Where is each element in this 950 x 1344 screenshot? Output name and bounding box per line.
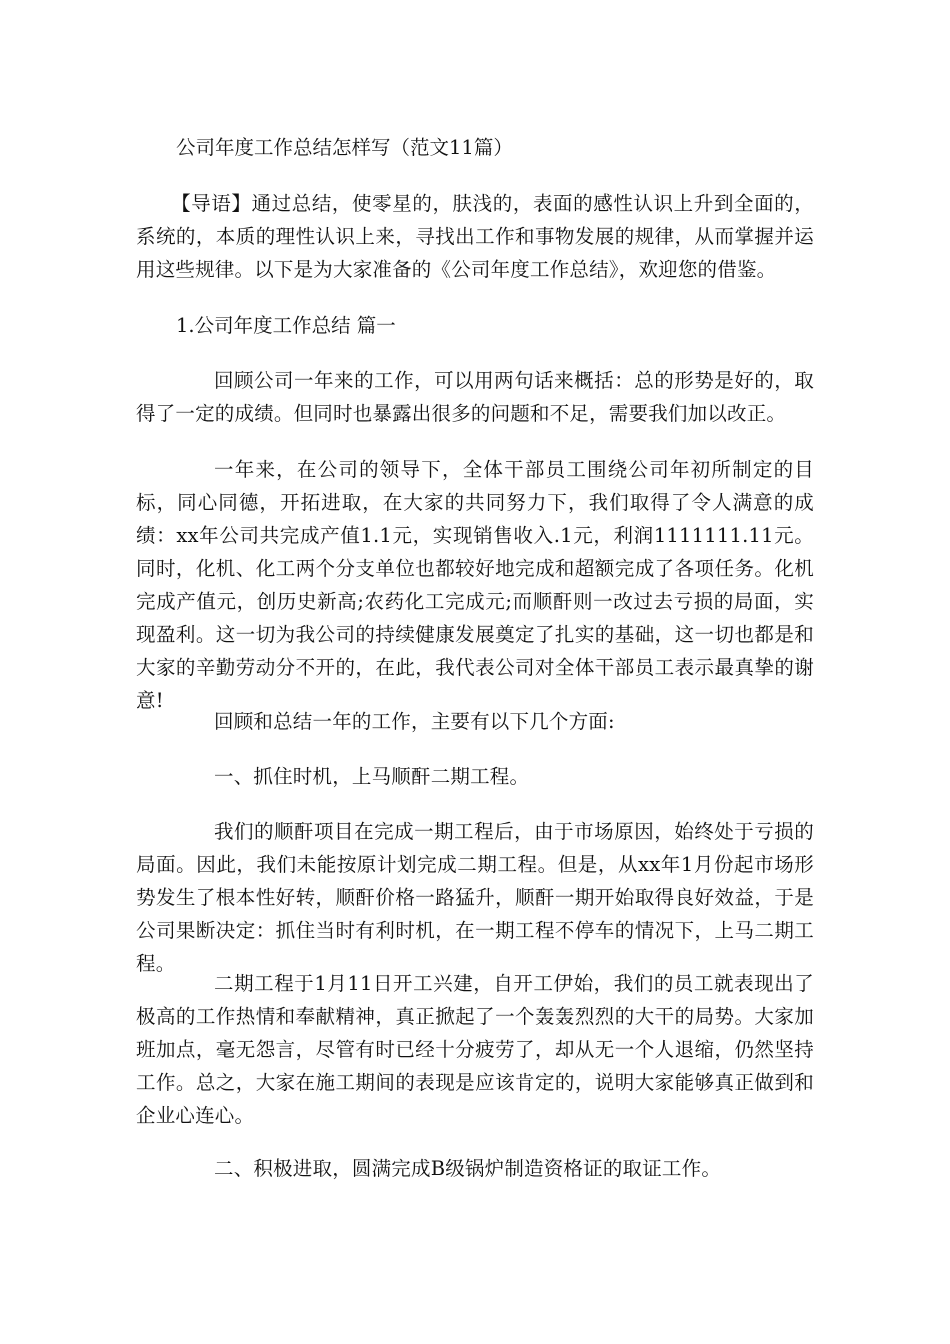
intro-paragraph: [136, 187, 814, 286]
body-paragraph-6: 二期工程于1月11日开工兴建，自开工伊始，我们的员工就表现出了极高的工作热情和奉献精神，真正掀起了一个轰轰烈烈的大干的局势。大家加班加点，毫无怨言，尽管有时已经十分疲劳了，却从无一个人退缩，仍然坚持工作。总之，大家在施工期间的表现是应该肯定的，说明大家能够真正做到和企业心连心。: [136, 972, 814, 1127]
intro-tag: 【导语】: [171, 192, 252, 215]
body-paragraph-1: 回顾公司一年来的工作，可以用两句话来概括：总的形势是好的，取得了一定的成绩。但同时也暴露出很多的问题和不足，需要我们加以改正。: [136, 369, 814, 425]
body-paragraph-2: 一年来，在公司的领导下，全体干部员工围绕公司年初所制定的目标，同心同德，开拓进取，在大家的共同努力下，我们取得了令人满意的成绩：xx年公司共完成产值1.1元，实现销售收入.1元，利润1111111.11元。同时，化机、化工两个分支单位也都较好地完成和超额完成了各项任务。化机完成产值元，创历史新高;农药化工完成元;而顺酐则一改过去亏损的局面，实现盈利。这一切为我公司的持续健康发展奠定了扎实的基础，这一切也都是和大家的辛勤劳动分不开的，在此，我代表公司对全体干部员工表示最真挚的谢意!: [136, 458, 814, 712]
body-paragraph-4: 一、抓住时机，上马顺酐二期工程。: [214, 765, 530, 788]
intro-text: 通过总结，使零星的，肤浅的，表面的感性认识上升到全面的，系统的，本质的理性认识上来，寻找出工作和事物发展的规律，从而掌握并运用这些规律。以下是为大家准备的《公司年度工作总结》，欢迎您的借鉴。: [136, 192, 814, 281]
body-paragraph-7: 二、积极进取，圆满完成B级锅炉制造资格证的取证工作。: [214, 1157, 722, 1180]
section-heading: 1.公司年度工作总结 篇一: [176, 314, 396, 337]
body-paragraph-5: 我们的顺酐项目在完成一期工程后，由于市场原因，始终处于亏损的局面。因此，我们未能按原计划完成二期工程。但是，从xx年1月份起市场形势发生了根本性好转，顺酐价格一路猛升，顺酐一期开始取得良好效益，于是公司果断决定：抓住当时有利时机，在一期工程不停车的情况下，上马二期工程。: [136, 820, 814, 975]
body-paragraph-3: 回顾和总结一年的工作，主要有以下几个方面:: [214, 710, 615, 733]
document-title: 公司年度工作总结怎样写（范文11篇）: [176, 136, 513, 159]
